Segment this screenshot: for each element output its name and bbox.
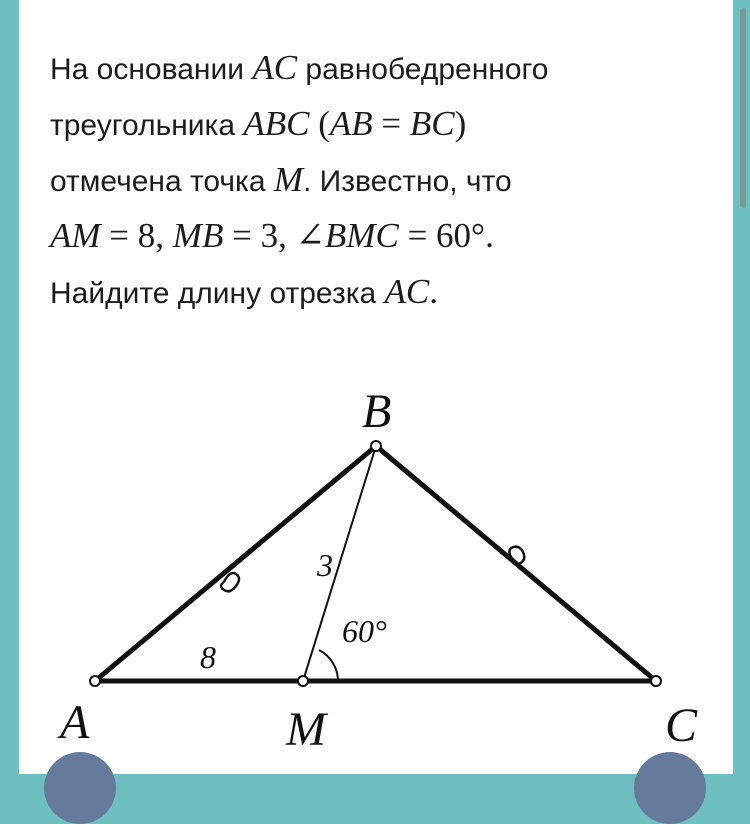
vertex-b <box>371 441 381 451</box>
problem-line-5: Найдите длину отрезка AC. <box>50 272 438 311</box>
label-a: A <box>60 696 90 749</box>
problem-line-4: AM = 8, MB = 3, ∠BMC = 60°. <box>50 216 494 255</box>
nav-button-left[interactable] <box>44 752 116 824</box>
vertex-c <box>651 676 661 686</box>
vertex-m <box>298 676 308 686</box>
problem-line-1: На основании AC равнобедренного <box>50 48 549 87</box>
label-b: B <box>362 385 392 438</box>
label-mb: 3 <box>317 547 333 583</box>
nav-button-right[interactable] <box>634 752 706 824</box>
label-am: 8 <box>200 639 216 675</box>
label-angle: 60° <box>342 613 387 649</box>
label-c: C <box>665 699 698 752</box>
problem-line-3: отмечена точка M. Известно, что <box>50 160 512 199</box>
problem-line-2: треугольника ABC (AB = BC) <box>50 104 467 143</box>
label-m: M <box>286 703 326 756</box>
segment-ab <box>95 446 376 681</box>
angle-arc <box>319 650 338 681</box>
vertex-a <box>90 676 100 686</box>
